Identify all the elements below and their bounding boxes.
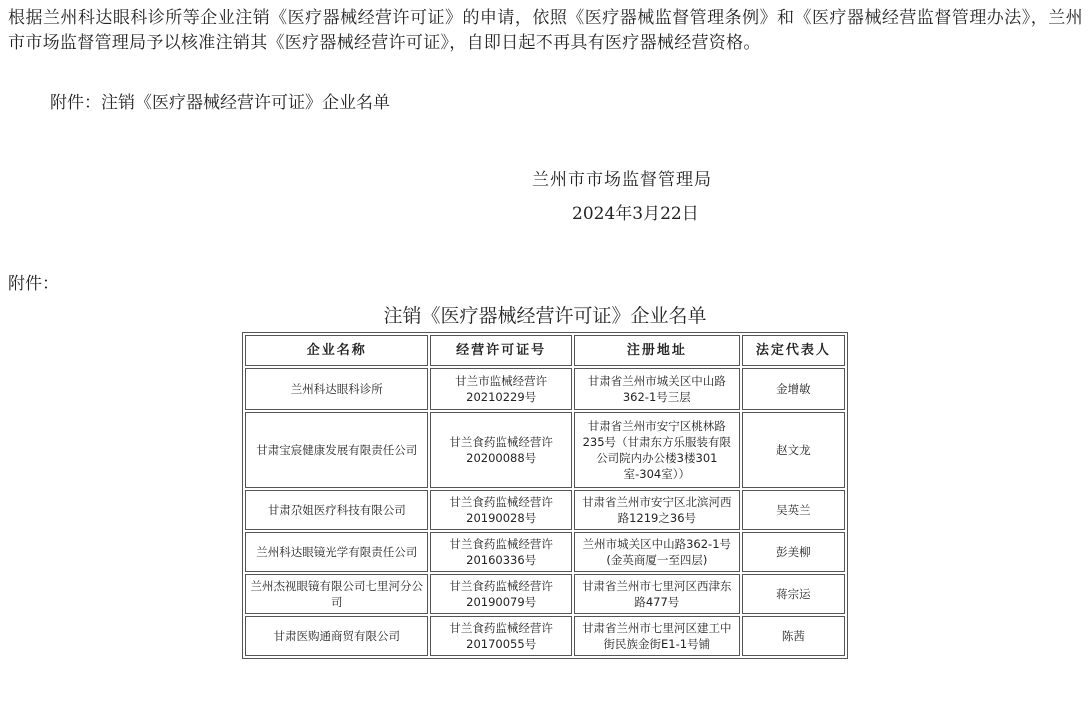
issue-date: 2024年3月22日 <box>572 204 699 224</box>
company-name: 甘肃尕姐医疗科技有限公司 <box>245 490 428 530</box>
legal-rep: 陈茜 <box>742 616 845 656</box>
notice-paragraph: 根据兰州科达眼科诊所等企业注销《医疗器械经营许可证》的申请，依照《医疗器械监督管理条例》和《医疗器械经营监督管理办法》，兰州市市场监督管理局予以核准注销其《医疗器械经营许可证》，自即日起不再具有医疗器械经营资格。 <box>8 8 1083 53</box>
legal-rep: 吴英兰 <box>742 490 845 530</box>
table-row <box>245 532 845 572</box>
table-title: 注销《医疗器械经营许可证》企业名单 <box>383 305 707 327</box>
header-legal-rep: 法定代表人 <box>742 335 845 366</box>
legal-rep: 赵文龙 <box>742 412 845 488</box>
header-license-no: 经营许可证号 <box>430 335 571 366</box>
table-row <box>245 368 845 410</box>
attachment-label: 附件： <box>8 274 59 294</box>
address: 兰州市城关区中山路362-1号(金英商厦一至四层) <box>574 532 740 572</box>
legal-rep: 蒋宗运 <box>742 574 845 614</box>
issuer-name: 兰州市市场监督管理局 <box>532 170 712 190</box>
company-name: 兰州科达眼科诊所 <box>245 368 428 410</box>
license-no: 甘兰食药监械经营许20190028号 <box>430 490 571 530</box>
address: 甘肃省兰州市安宁区桃林路235号（甘肃东方乐服装有限公司院内办公楼3楼301室-304室）） <box>574 412 740 488</box>
company-name: 兰州杰视眼镜有限公司七里河分公司 <box>245 574 428 614</box>
header-address: 注册地址 <box>574 335 740 366</box>
table-header-row <box>245 335 845 366</box>
company-table <box>242 332 848 659</box>
license-no: 甘兰市监械经营许20210229号 <box>430 368 571 410</box>
license-no: 甘兰食药监械经营许20160336号 <box>430 532 571 572</box>
license-no: 甘兰食药监械经营许20200088号 <box>430 412 571 488</box>
address: 甘肃省兰州市七里河区西津东路477号 <box>574 574 740 614</box>
address: 甘肃省兰州市七里河区建工中街民族金街E1-1号铺 <box>574 616 740 656</box>
legal-rep: 金增敏 <box>742 368 845 410</box>
company-name: 甘肃医购通商贸有限公司 <box>245 616 428 656</box>
legal-rep: 彭美柳 <box>742 532 845 572</box>
license-no: 甘兰食药监械经营许20190079号 <box>430 574 571 614</box>
address: 甘肃省兰州市城关区中山路362-1号三层 <box>574 368 740 410</box>
attachment-line: 附件：注销《医疗器械经营许可证》企业名单 <box>50 93 390 113</box>
table-row <box>245 412 845 488</box>
header-company-name: 企业名称 <box>245 335 428 366</box>
company-name: 甘肃宝宸健康发展有限责任公司 <box>245 412 428 488</box>
table-row <box>245 616 845 656</box>
company-name: 兰州科达眼镜光学有限责任公司 <box>245 532 428 572</box>
table-row <box>245 490 845 530</box>
address: 甘肃省兰州市安宁区北滨河西路1219之36号 <box>574 490 740 530</box>
table-row <box>245 574 845 614</box>
license-no: 甘兰食药监械经营许20170055号 <box>430 616 571 656</box>
